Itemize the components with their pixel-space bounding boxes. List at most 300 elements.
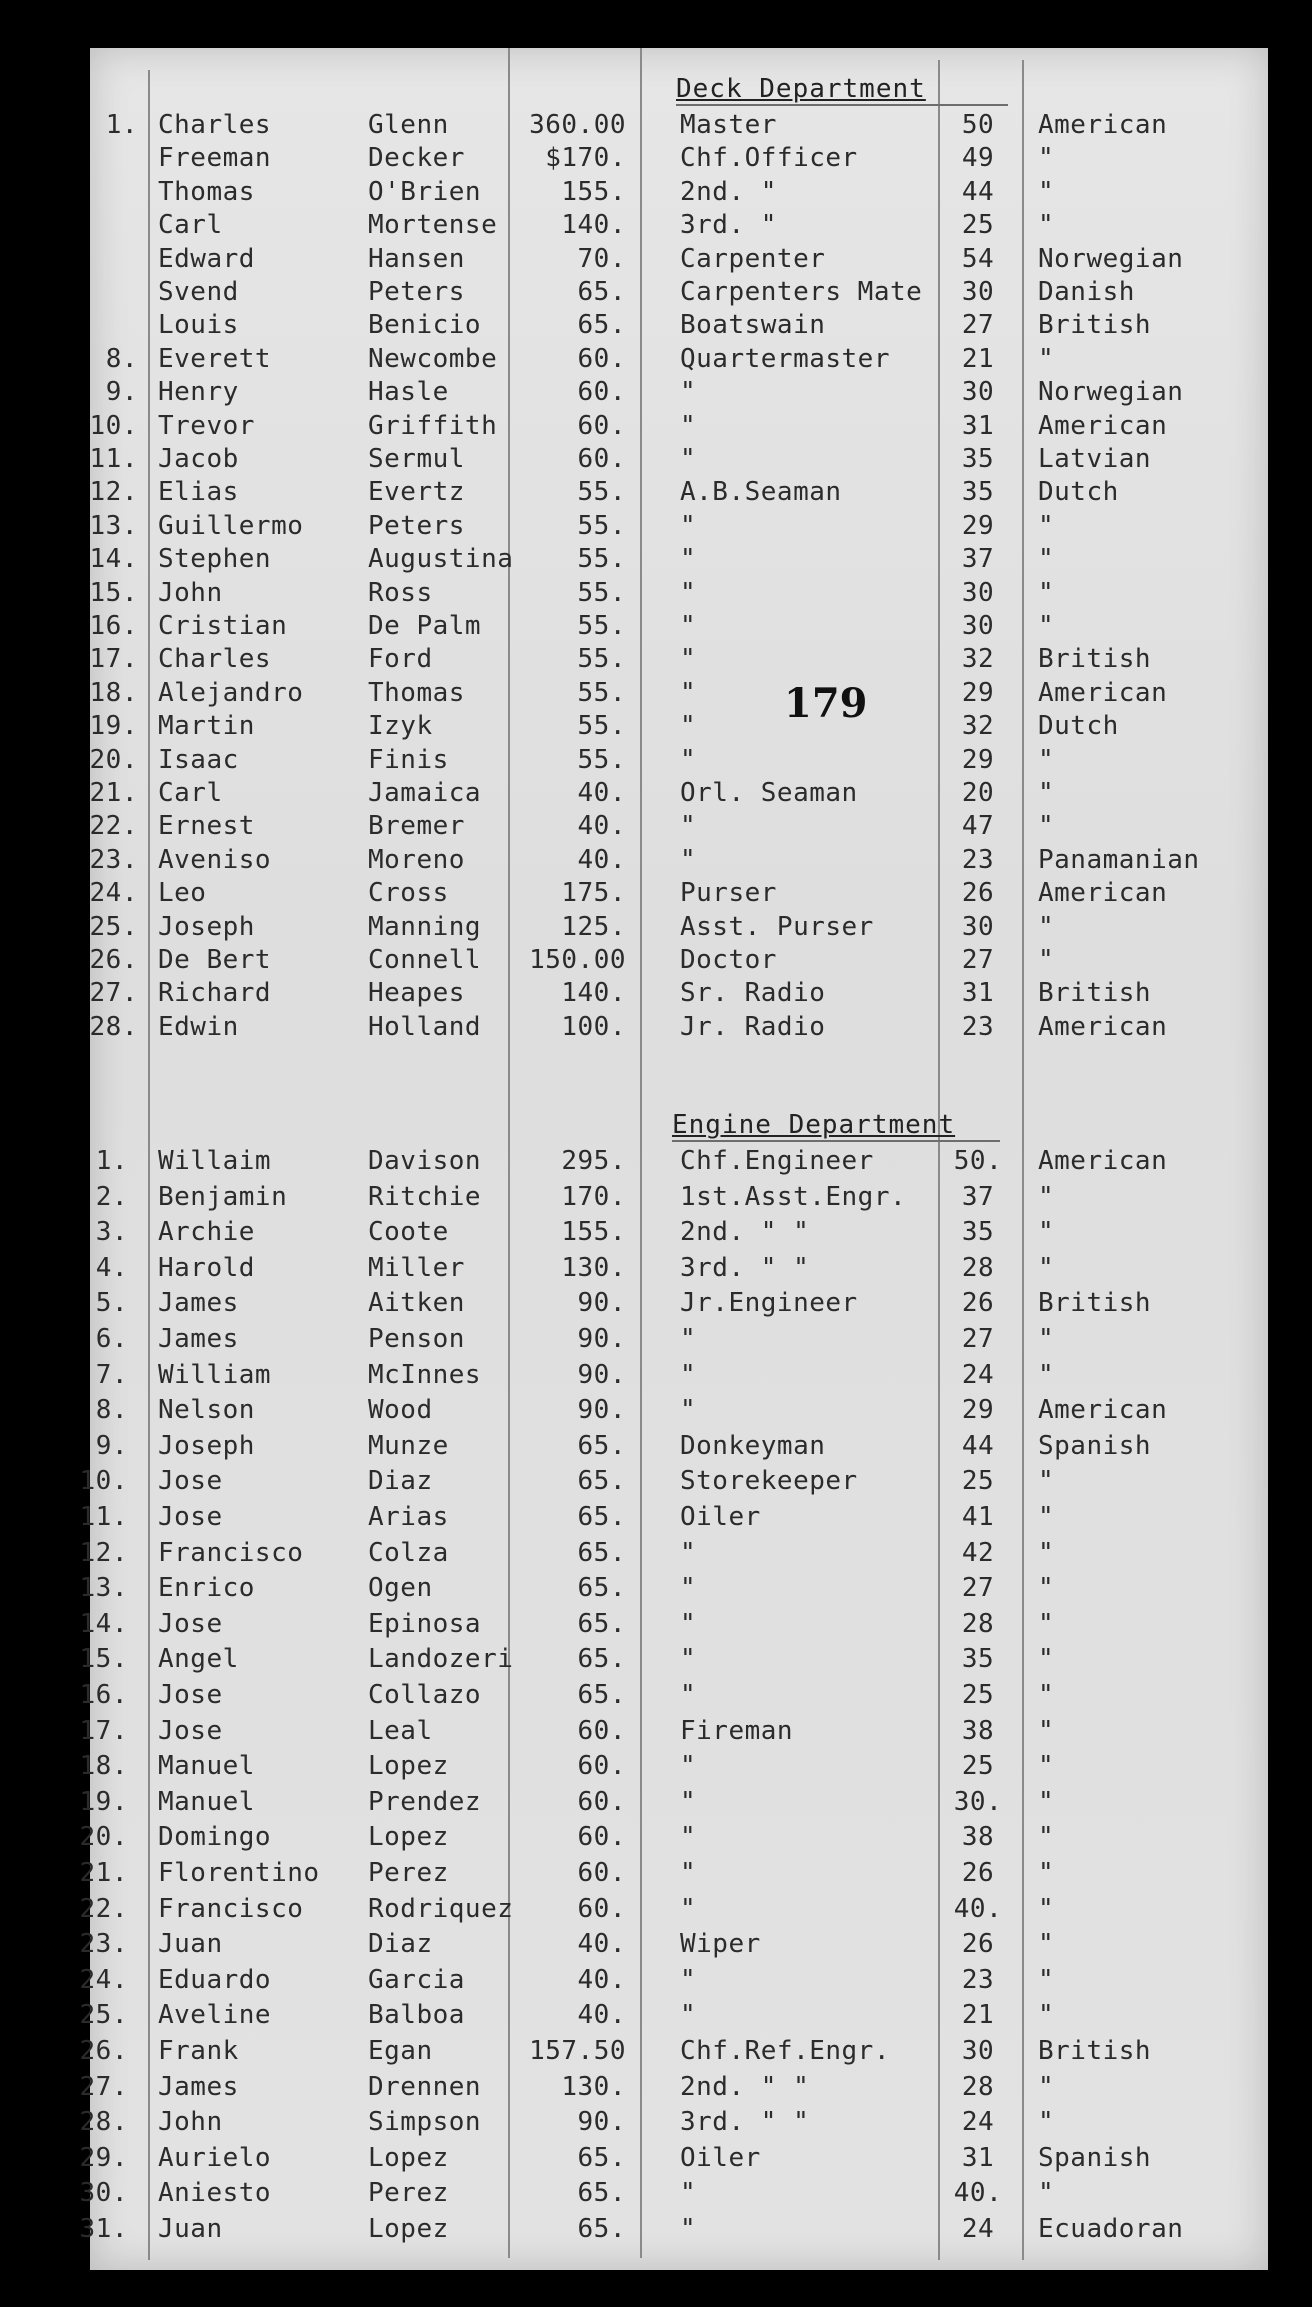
nationality: Danish <box>1038 277 1135 307</box>
first-name: Jose <box>158 1715 223 1746</box>
monthly-wage: 65. <box>577 1430 626 1461</box>
crew-row <box>0 1464 1312 1498</box>
crew-row <box>0 1286 1312 1320</box>
row-number: 14. <box>89 544 138 575</box>
rank-rating: " <box>680 1324 697 1354</box>
page-stamp-number: 179 <box>784 680 868 727</box>
first-name: Enrico <box>158 1573 255 1604</box>
crew-row <box>0 576 1312 610</box>
nationality: " <box>1038 1644 1055 1675</box>
first-name: Martin <box>158 711 255 742</box>
monthly-wage: 60. <box>577 1751 626 1782</box>
row-number: 31. <box>79 2214 128 2244</box>
last-name: Drennen <box>368 2071 482 2102</box>
rank-rating: Chf.Engineer <box>680 1146 874 1176</box>
age: 30 <box>961 277 995 307</box>
row-number: 10. <box>79 1466 128 1497</box>
monthly-wage: 60. <box>577 444 626 474</box>
age: 27 <box>961 310 995 341</box>
age: 38 <box>961 1715 995 1746</box>
crew-row <box>0 1251 1312 1285</box>
row-number: 12. <box>79 1537 128 1568</box>
first-name: Charles <box>158 110 272 140</box>
last-name: Moreno <box>368 844 465 875</box>
last-name: Izyk <box>368 711 433 742</box>
rank-rating: " <box>680 577 697 608</box>
nationality: American <box>1038 1146 1168 1176</box>
crew-row <box>0 876 1312 910</box>
monthly-wage: 65. <box>577 2178 626 2209</box>
row-number: 24. <box>89 878 138 909</box>
nationality: " <box>1038 1466 1055 1497</box>
age: 38 <box>961 1822 995 1853</box>
rank-rating: Sr. Radio <box>680 978 826 1009</box>
crew-row <box>0 709 1312 743</box>
rank-rating: " <box>680 1608 697 1639</box>
first-name: Domingo <box>158 1822 272 1853</box>
row-number: 11. <box>79 1502 128 1532</box>
row-number: 6. <box>95 1324 128 1354</box>
crew-row <box>0 1927 1312 1961</box>
crew-row <box>0 809 1312 843</box>
monthly-wage: 360.00 <box>529 110 626 140</box>
monthly-wage: 65. <box>577 1537 626 1568</box>
last-name: Connell <box>368 945 482 975</box>
monthly-wage: 90. <box>577 1395 626 1426</box>
nationality: " <box>1038 611 1055 641</box>
rank-rating: " <box>680 1537 697 1568</box>
first-name: Jose <box>158 1502 223 1532</box>
monthly-wage: 40. <box>577 811 626 842</box>
last-name: Peters <box>368 277 465 307</box>
row-number: 9. <box>105 377 138 408</box>
last-name: Diaz <box>368 1929 433 1960</box>
age: 25 <box>961 1751 995 1782</box>
last-name: Peters <box>368 510 465 541</box>
rank-rating: 3rd. " <box>680 210 777 241</box>
age: 41 <box>961 1502 995 1532</box>
first-name: Aniesto <box>158 2178 272 2209</box>
age: 26 <box>961 1858 995 1888</box>
nationality: " <box>1038 1893 1055 1924</box>
monthly-wage: 295. <box>561 1146 626 1176</box>
first-name: John <box>158 2107 223 2138</box>
first-name: James <box>158 1288 239 1319</box>
monthly-wage: 60. <box>577 1822 626 1853</box>
nationality: American <box>1038 1395 1168 1426</box>
rank-rating: " <box>680 510 697 541</box>
monthly-wage: 90. <box>577 2107 626 2138</box>
rank-rating: " <box>680 1786 697 1817</box>
rank-rating: " <box>680 410 697 441</box>
rank-rating: 2nd. " <box>680 176 777 207</box>
last-name: Prendez <box>368 1786 482 1817</box>
age: 27 <box>961 1324 995 1354</box>
monthly-wage: 40. <box>577 2000 626 2031</box>
age: 47 <box>961 811 995 842</box>
row-number: 15. <box>89 577 138 608</box>
monthly-wage: 65. <box>577 2142 626 2173</box>
first-name: Edward <box>158 243 255 274</box>
first-name: Jacob <box>158 444 239 474</box>
crew-row <box>0 108 1312 142</box>
nationality: Panamanian <box>1038 844 1200 875</box>
crew-row <box>0 2212 1312 2246</box>
first-name: Svend <box>158 277 239 307</box>
last-name: Newcombe <box>368 343 498 374</box>
last-name: Lopez <box>368 1751 449 1782</box>
last-name: Miller <box>368 1252 465 1283</box>
last-name: Lopez <box>368 2214 449 2244</box>
row-number: 27. <box>89 978 138 1009</box>
monthly-wage: 60. <box>577 1858 626 1888</box>
nationality: Norwegian <box>1038 377 1184 408</box>
row-number: 18. <box>89 677 138 708</box>
rank-rating: " <box>680 1822 697 1853</box>
row-number: 8. <box>95 1395 128 1426</box>
crew-row <box>0 1678 1312 1712</box>
nationality: American <box>1038 878 1168 909</box>
first-name: Angel <box>158 1644 239 1675</box>
rank-rating: Fireman <box>680 1715 794 1746</box>
first-name: Aveniso <box>158 844 272 875</box>
rank-rating: Chf.Officer <box>680 143 858 174</box>
nationality: " <box>1038 1181 1055 1212</box>
rank-rating: " <box>680 377 697 408</box>
rank-rating: 3rd. " " <box>680 2107 810 2138</box>
rank-rating: Carpenter <box>680 243 826 274</box>
crew-row <box>0 1820 1312 1854</box>
first-name: Harold <box>158 1252 255 1283</box>
first-name: Richard <box>158 978 272 1009</box>
age: 42 <box>961 1537 995 1568</box>
row-number: 8. <box>105 343 138 374</box>
row-number: 23. <box>79 1929 128 1960</box>
monthly-wage: 65. <box>577 1502 626 1532</box>
first-name: Joseph <box>158 1430 255 1461</box>
row-number: 1. <box>95 1146 128 1176</box>
first-name: Thomas <box>158 176 255 207</box>
nationality: American <box>1038 410 1168 441</box>
rank-rating: 2nd. " " <box>680 1217 810 1248</box>
first-name: De Bert <box>158 945 272 975</box>
age: 29 <box>961 677 995 708</box>
monthly-wage: 40. <box>577 1964 626 1995</box>
last-name: Decker <box>368 143 465 174</box>
monthly-wage: 55. <box>577 711 626 742</box>
crew-row <box>0 2034 1312 2068</box>
nationality: " <box>1038 1608 1055 1639</box>
age: 30 <box>961 377 995 408</box>
monthly-wage: 65. <box>577 1573 626 1604</box>
crew-row <box>0 2176 1312 2210</box>
crew-row <box>0 442 1312 476</box>
nationality: " <box>1038 2000 1055 2031</box>
first-name: Charles <box>158 644 272 675</box>
monthly-wage: 157.50 <box>529 2036 626 2066</box>
rank-rating: " <box>680 1359 697 1390</box>
rank-rating: Chf.Ref.Engr. <box>680 2036 890 2066</box>
rank-rating: Donkeyman <box>680 1430 826 1461</box>
crew-row <box>0 1642 1312 1676</box>
rank-rating: " <box>680 644 697 675</box>
crew-row <box>0 1536 1312 1570</box>
row-number: 29. <box>79 2142 128 2173</box>
age: 26 <box>961 1929 995 1960</box>
age: 25 <box>961 1680 995 1710</box>
first-name: James <box>158 1324 239 1354</box>
rank-rating: Wiper <box>680 1929 761 1960</box>
row-number: 16. <box>89 611 138 641</box>
crew-row <box>0 208 1312 242</box>
nationality: " <box>1038 544 1055 575</box>
monthly-wage: 40. <box>577 778 626 808</box>
first-name: Jose <box>158 1466 223 1497</box>
last-name: Simpson <box>368 2107 482 2138</box>
crew-row <box>0 743 1312 777</box>
age: 27 <box>961 1573 995 1604</box>
row-number: 3. <box>95 1217 128 1248</box>
age: 49 <box>961 143 995 174</box>
row-number: 23. <box>89 844 138 875</box>
monthly-wage: 60. <box>577 377 626 408</box>
rank-rating: " <box>680 1858 697 1888</box>
last-name: Wood <box>368 1395 433 1426</box>
row-number: 9. <box>95 1430 128 1461</box>
row-number: 21. <box>89 778 138 808</box>
first-name: Freeman <box>158 143 272 174</box>
row-number: 5. <box>95 1288 128 1319</box>
crew-row <box>0 1571 1312 1605</box>
row-number: 1. <box>105 110 138 140</box>
monthly-wage: 90. <box>577 1324 626 1354</box>
first-name: Joseph <box>158 911 255 942</box>
first-name: Frank <box>158 2036 239 2066</box>
first-name: Nelson <box>158 1395 255 1426</box>
nationality: Ecuadoran <box>1038 2214 1184 2244</box>
nationality: " <box>1038 1680 1055 1710</box>
crew-row <box>0 409 1312 443</box>
crew-row <box>0 1215 1312 1249</box>
first-name: John <box>158 577 223 608</box>
crew-row <box>0 1714 1312 1748</box>
rank-rating: " <box>680 1964 697 1995</box>
nationality: " <box>1038 1537 1055 1568</box>
rank-rating: " <box>680 1644 697 1675</box>
age: 40. <box>953 2178 1003 2209</box>
crew-row <box>0 1010 1312 1044</box>
crew-row <box>0 475 1312 509</box>
last-name: Jamaica <box>368 778 482 808</box>
last-name: Garcia <box>368 1964 465 1995</box>
deck-department-heading: Deck Department <box>676 74 926 104</box>
row-number: 13. <box>79 1573 128 1604</box>
crew-row <box>0 141 1312 175</box>
first-name: Jose <box>158 1680 223 1710</box>
age: 28 <box>961 1608 995 1639</box>
crew-row <box>0 2141 1312 2175</box>
last-name: Thomas <box>368 677 465 708</box>
row-number: 22. <box>79 1893 128 1924</box>
first-name: Benjamin <box>158 1181 288 1212</box>
rank-rating: 2nd. " " <box>680 2071 810 2102</box>
first-name: Carl <box>158 210 223 241</box>
last-name: Hansen <box>368 243 465 274</box>
last-name: Collazo <box>368 1680 482 1710</box>
nationality: British <box>1038 2036 1152 2066</box>
nationality: " <box>1038 1252 1055 1283</box>
crew-row <box>0 2105 1312 2139</box>
age: 30 <box>961 577 995 608</box>
monthly-wage: 65. <box>577 1680 626 1710</box>
monthly-wage: 60. <box>577 410 626 441</box>
nationality: " <box>1038 1786 1055 1817</box>
age: 40. <box>953 1893 1003 1924</box>
rank-rating: Orl. Seaman <box>680 778 858 808</box>
heading-underline <box>672 1140 1000 1142</box>
first-name: Francisco <box>158 1537 304 1568</box>
nationality: " <box>1038 343 1055 374</box>
monthly-wage: 40. <box>577 1929 626 1960</box>
first-name: Henry <box>158 377 239 408</box>
last-name: De Palm <box>368 611 482 641</box>
rank-rating: " <box>680 444 697 474</box>
age: 31 <box>961 978 995 1009</box>
monthly-wage: 125. <box>561 911 626 942</box>
age: 30 <box>961 911 995 942</box>
last-name: Ritchie <box>368 1181 482 1212</box>
last-name: Augustina <box>368 544 514 575</box>
monthly-wage: 140. <box>561 978 626 1009</box>
monthly-wage: 55. <box>577 611 626 641</box>
crew-row <box>0 1856 1312 1890</box>
nationality: " <box>1038 1929 1055 1960</box>
rank-rating: " <box>680 811 697 842</box>
age: 23 <box>961 1011 995 1042</box>
age: 29 <box>961 1395 995 1426</box>
rank-rating: " <box>680 1751 697 1782</box>
age: 37 <box>961 1181 995 1212</box>
first-name: Leo <box>158 878 207 909</box>
row-number: 25. <box>79 2000 128 2031</box>
nationality: " <box>1038 1715 1055 1746</box>
nationality: " <box>1038 176 1055 207</box>
last-name: Cross <box>368 878 449 909</box>
monthly-wage: 65. <box>577 2214 626 2244</box>
monthly-wage: 55. <box>577 644 626 675</box>
monthly-wage: 90. <box>577 1288 626 1319</box>
crew-row <box>0 1322 1312 1356</box>
first-name: Elias <box>158 477 239 508</box>
rank-rating: Carpenters Mate <box>680 277 923 307</box>
last-name: Perez <box>368 1858 449 1888</box>
age: 50 <box>961 110 995 140</box>
rank-rating: " <box>680 1893 697 1924</box>
rank-rating: " <box>680 1680 697 1710</box>
last-name: Epinosa <box>368 1608 482 1639</box>
crew-row <box>0 642 1312 676</box>
last-name: McInnes <box>368 1359 482 1390</box>
first-name: Eduardo <box>158 1964 272 1995</box>
nationality: Dutch <box>1038 477 1119 508</box>
nationality: American <box>1038 110 1168 140</box>
first-name: Alejandro <box>158 677 304 708</box>
age: 30 <box>961 2036 995 2066</box>
age: 35 <box>961 1644 995 1675</box>
monthly-wage: 150.00 <box>529 945 626 975</box>
rank-rating: " <box>680 2000 697 2031</box>
last-name: Manning <box>368 911 482 942</box>
nationality: " <box>1038 778 1055 808</box>
row-number: 30. <box>79 2178 128 2209</box>
rank-rating: Jr.Engineer <box>680 1288 858 1319</box>
age: 26 <box>961 1288 995 1319</box>
last-name: Finis <box>368 744 449 775</box>
age: 54 <box>961 243 995 274</box>
nationality: " <box>1038 1858 1055 1888</box>
last-name: Balboa <box>368 2000 465 2031</box>
last-name: Griffith <box>368 410 498 441</box>
monthly-wage: 55. <box>577 677 626 708</box>
first-name: Manuel <box>158 1751 255 1782</box>
nationality: " <box>1038 143 1055 174</box>
last-name: Colza <box>368 1537 449 1568</box>
crew-row <box>0 943 1312 977</box>
nationality: " <box>1038 911 1055 942</box>
monthly-wage: 55. <box>577 510 626 541</box>
last-name: Penson <box>368 1324 465 1354</box>
rank-rating: " <box>680 2214 697 2244</box>
nationality: British <box>1038 1288 1152 1319</box>
crew-row <box>0 676 1312 710</box>
last-name: Landozeri <box>368 1644 514 1675</box>
row-number: 13. <box>89 510 138 541</box>
first-name: Isaac <box>158 744 239 775</box>
monthly-wage: 170. <box>561 1181 626 1212</box>
monthly-wage: 60. <box>577 343 626 374</box>
age: 30 <box>961 611 995 641</box>
crew-row <box>0 1144 1312 1178</box>
crew-row <box>0 776 1312 810</box>
monthly-wage: 55. <box>577 577 626 608</box>
last-name: Heapes <box>368 978 465 1009</box>
crew-row <box>0 1393 1312 1427</box>
first-name: Aurielo <box>158 2142 272 2173</box>
row-number: 20. <box>79 1822 128 1853</box>
age: 28 <box>961 2071 995 2102</box>
age: 28 <box>961 1252 995 1283</box>
age: 23 <box>961 844 995 875</box>
row-number: 12. <box>89 477 138 508</box>
age: 31 <box>961 2142 995 2173</box>
age: 30. <box>953 1786 1003 1817</box>
row-number: 16. <box>79 1680 128 1710</box>
monthly-wage: 175. <box>561 878 626 909</box>
monthly-wage: 130. <box>561 2071 626 2102</box>
first-name: Carl <box>158 778 223 808</box>
nationality: " <box>1038 2107 1055 2138</box>
last-name: Mortense <box>368 210 498 241</box>
last-name: Davison <box>368 1146 482 1176</box>
nationality: Spanish <box>1038 1430 1152 1461</box>
nationality: " <box>1038 1573 1055 1604</box>
row-number: 28. <box>79 2107 128 2138</box>
last-name: Coote <box>368 1217 449 1248</box>
nationality: British <box>1038 978 1152 1009</box>
last-name: Bremer <box>368 811 465 842</box>
row-number: 11. <box>89 444 138 474</box>
last-name: Lopez <box>368 2142 449 2173</box>
